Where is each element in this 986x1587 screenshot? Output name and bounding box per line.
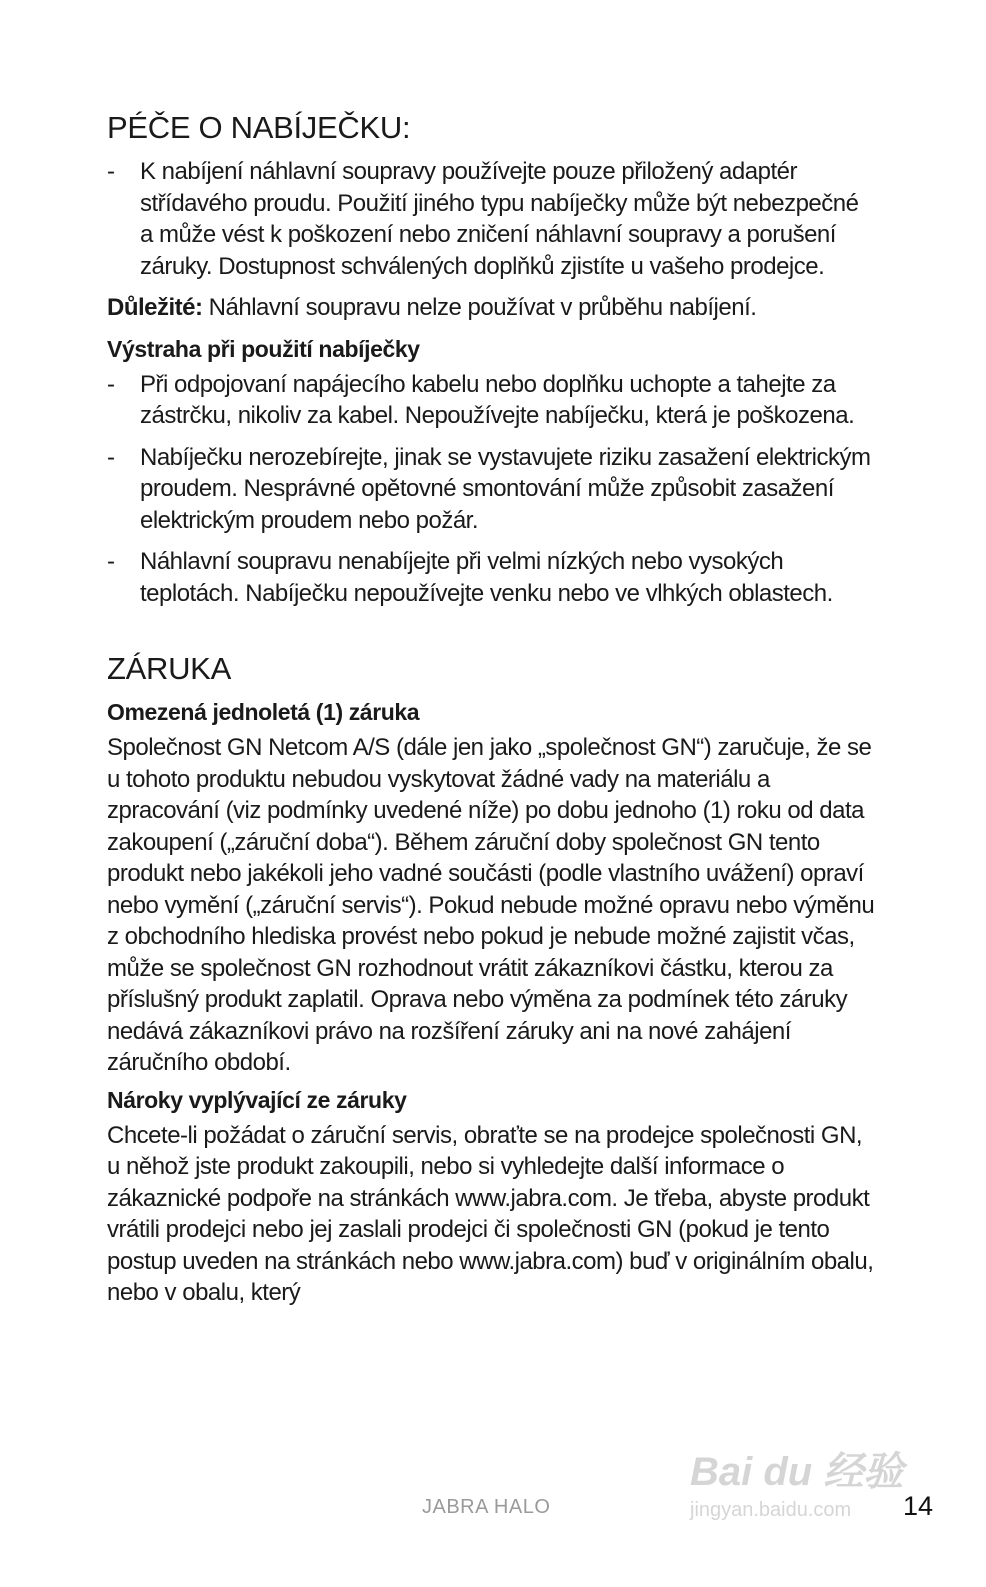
list-item-text: K nabíjení náhlavní soupravy používejte pouze přiložený adaptér střídavého proudu. Použití jiného typu nabíječky může být nebezpečné a může vést k poškození nebo zničení náhlavní soupravy a porušení záruky. Dostupnost schválených doplňků zjistíte u vašeho prodejce. — [140, 158, 859, 280]
list-item-text: Při odpojovaní napájecího kabelu nebo doplňku uchopte a tahejte za zástrčku, nikoliv za kabel. Nepoužívejte nabíječku, která je poškozena. — [140, 370, 855, 429]
warranty-paragraph: Společnost GN Netcom A/S (dále jen jako „společnost GN“) zaručuje, že se u tohoto produktu nebudou vyskytovat žádné vady na materiálu a zpracování (viz podmínky uvedené níže) po dobu jednoho (1) roku od data zakoupení („záruční doba“). Během záruční doby společnost GN tento produkt nebo jakékoli jeho vadné součásti (podle vlastního uvážení) opraví nebo vymění („záruční servis“). Pokud nebude možné opravu nebo výměnu z obchodního hlediska provést nebo pokud je nebude možné zajistit včas, může se společnost GN rozhodnout vrátit zákazníkovi částku, kterou za příslušný produkt zaplatil. Oprava nebo výměna za podmínek této záruky nedává zákazníkovi právo na rozšíření záruky ani na nové zahájení záručního období. — [107, 734, 875, 1076]
charger-care-list — [107, 156, 877, 282]
page-content — [107, 108, 877, 1315]
list-item — [107, 369, 877, 432]
dash-bullet: - — [107, 443, 115, 471]
list-item-text: Nabíječku nerozebírejte, jinak se vystavujete riziku zasažení elektrickým proudem. Nesprávné opětovné smontování může způsobit zasažení elektrickým proudem nebo požár. — [140, 443, 871, 534]
important-text: Náhlavní soupravu nelze používat v průběhu nabíjení. — [202, 294, 757, 321]
list-item — [107, 546, 877, 609]
watermark — [690, 1440, 930, 1530]
watermark-logo: Bai du 经验 — [690, 1450, 904, 1494]
claims-paragraph: Chcete-li požádat o záruční servis, obraťte se na prodejce společnosti GN, u něhož jste produkt zakoupili, nebo si vyhledejte další informace o zákaznické podpoře na stránkách www.jabra.com. Je třeba, abyste produkt vrátili prodejci nebo jej zaslali prodejci či společnosti GN (pokud je tento postup uveden na stránkách nebo www.jabra.com) buď v originálním obalu, nebo v obalu, který — [107, 1121, 874, 1306]
footer-product-name: JABRA HALO — [422, 1496, 551, 1518]
dash-bullet: - — [107, 158, 115, 185]
warning-list — [107, 369, 877, 610]
list-item — [107, 442, 877, 537]
section-title-charger-care: PÉČE O NABÍJEČKU: — [107, 110, 411, 145]
list-item — [107, 156, 877, 282]
watermark-url: jingyan.baidu.com — [690, 1499, 852, 1521]
dash-bullet: - — [107, 548, 115, 575]
dash-bullet: - — [107, 370, 115, 398]
limited-warranty-title: Omezená jednoletá (1) záruka — [107, 699, 420, 725]
warning-title: Výstraha při použití nabíječky — [107, 335, 420, 362]
section-title-warranty: ZÁRUKA — [107, 651, 231, 686]
page-number: 14 — [903, 1491, 934, 1521]
list-item-text: Náhlavní soupravu nenabíjejte při velmi nízkých nebo vysokých teplotách. Nabíječku nepoužívejte venku nebo ve vlhkých oblastech. — [140, 548, 833, 607]
warranty-claims-title: Nároky vyplývající ze záruky — [107, 1086, 407, 1113]
important-note — [107, 292, 877, 324]
important-label: Důležité: — [107, 294, 203, 321]
